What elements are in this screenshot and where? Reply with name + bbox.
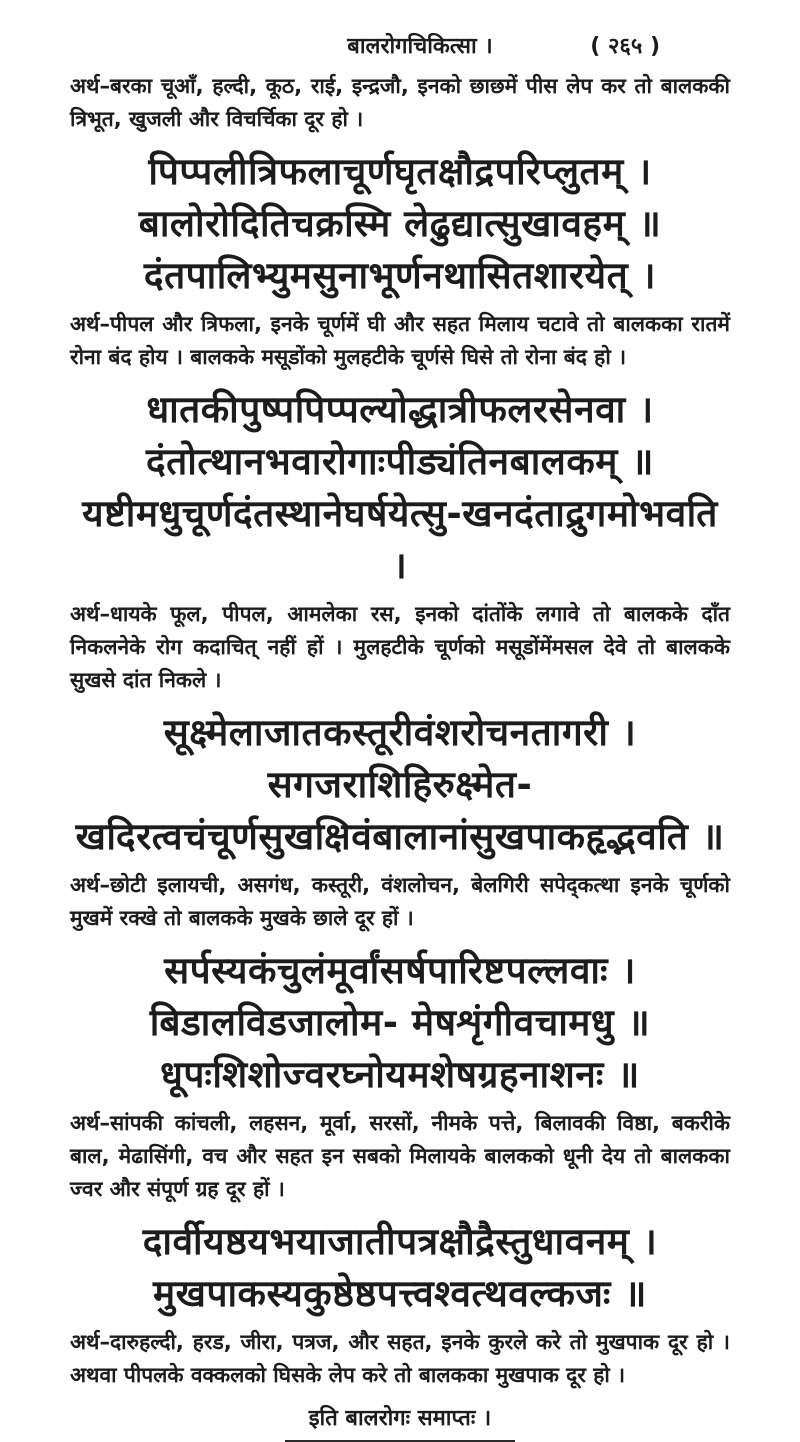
- page-number: ( २६५ ): [590, 34, 660, 59]
- sanskrit-verse: पिप्पलीत्रिफलाचूर्णघृतक्षौद्रपरिप्लुतम् । बालोरोदितिचक्रस्मि लेढुद्यात्सुखावहम् ॥ दंतपालिभ्युमसुनाभूर्णनथासितशारयेत् ।: [138, 150, 662, 297]
- prose-paragraph: अर्थ–धायके फूल, पीपल, आमलेका रस, इनको दांतोंके लगावे तो बालकके दाँत निकलनेके रोग कदाचित् नहीं हों । मुलहटीके चूर्णको मसूडोंमेंमसल देवे तो बालकके सुखसे दांत निकले ।: [70, 602, 730, 692]
- prose-paragraph: अर्थ–पीपल और त्रिफला, इनके चूर्णमें घी और सहत मिलाय चटावे तो बालकका रातमें रोना बंद होय । बालकके मसूडोंको मुलहटीके चूर्णसे घिसे तो रोना बंद हो ।: [70, 312, 730, 369]
- sanskrit-verse: दार्वीयष्ठयभयाजातीपत्रक्षौद्रैस्तुधावनम् । मुखपाकस्यकुष्ठेष्ठपत्त्वश्वत्थवल्कजः ॥: [142, 1220, 658, 1315]
- prose-paragraph: अर्थ–दारुहल्दी, हरड, जीरा, पत्रज, और सहत, इनके कुरले करे तो मुखपाक दूर हो । अथवा पीपलके वक्कलको घिसके लेप करे तो बालकका मुखपाक दूर हो ।: [70, 1330, 730, 1387]
- sanskrit-verse: सूक्ष्मेलाजातकस्तूरीवंशरोचनतागरी । सगजराशिहिरुक्ष्मेत- खदिरत्वचंचूर्णसुखक्षिवंबालानांसुखपाकहृद्भवति ॥: [75, 711, 725, 858]
- running-title: बालरोगचिकित्सा ।: [347, 34, 493, 59]
- prose-paragraph: अर्थ–बरका चूआँ, हल्दी, कूठ, राई, इन्द्रजौ, इनको छाछमें पीस लेप कर तो बालककी त्रिभूत, खुजली और विचर्चिका दूर हो ।: [70, 74, 730, 131]
- colophon: इति बालरोगः समाप्तः ।: [308, 1406, 492, 1431]
- prose-paragraph: अर्थ–छोटी इलायची, असगंध, कस्तूरी, वंशलोचन, बेलगिरी सपेद्कत्था इनके चूर्णको मुखमें रक्खे तो बालकके मुखके छाले दूर हों ।: [70, 873, 730, 930]
- sanskrit-verse: सर्पस्यकंचुलंमूर्वांसर्षपारिष्टपल्लवाः । बिडालविडजालोम- मेषशृंगीवचामधु ॥ धूपःशिशोज्वरघ्नोयमशेषग्रहनाशनः ॥: [149, 949, 651, 1096]
- sanskrit-verse: धातकीपुष्पपिप्पल्योद्धात्रीफलरसेनवा । दंतोत्थानभवारोगाःपीड्यंतिनबालकम् ॥ यष्टीमधुचूर्णदंतस्थानेघर्षयेत्सु-खनदंताद्रुगमोभवति ।: [82, 388, 718, 587]
- prose-paragraph: अर्थ–सांपकी कांचली, लहसन, मूर्वा, सरसों, नीमके पत्ते, बिलावकी विष्ठा, बकरीके बाल, मेढासिंगी, वच और सहत इन सबको मिलायके बालकको धूनी देय तो बालकका ज्वर और संपूर्ण ग्रह दूर हों ।: [70, 1111, 730, 1201]
- running-head: [70, 30, 730, 64]
